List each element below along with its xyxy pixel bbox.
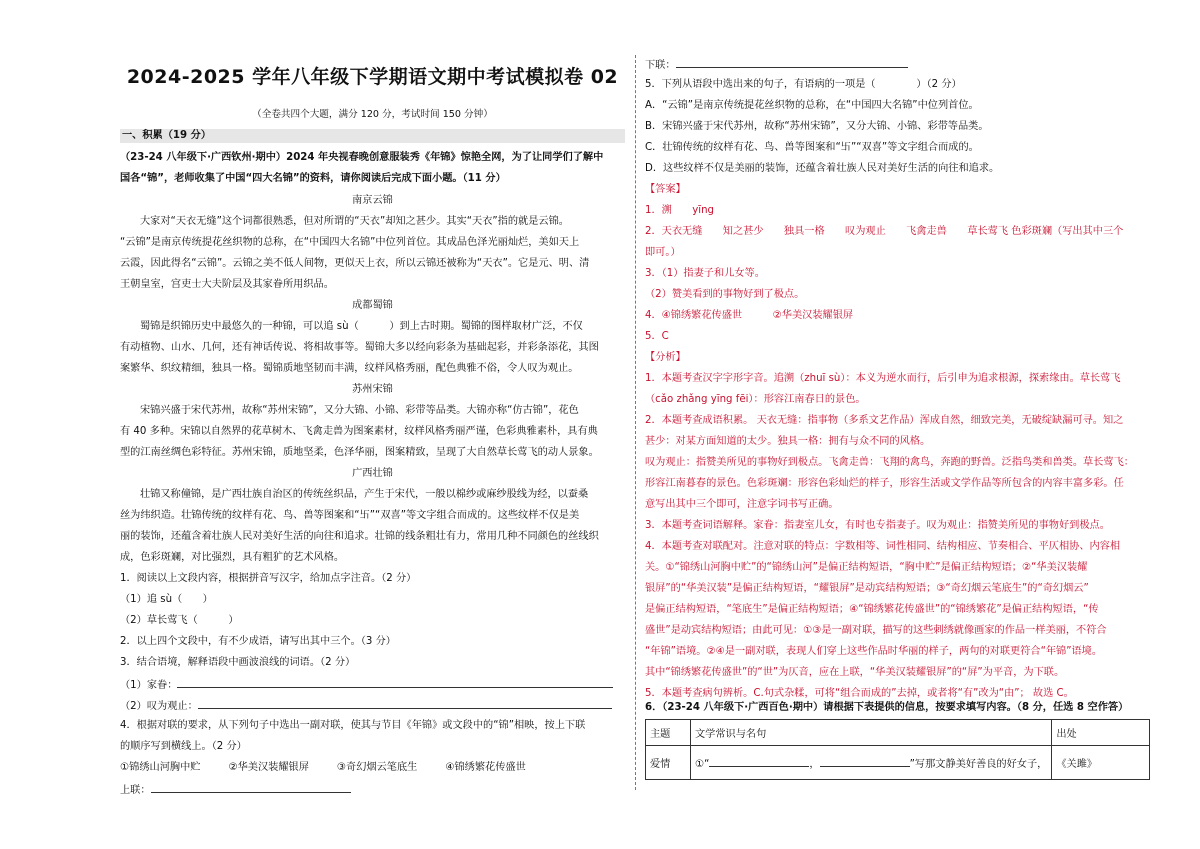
- passage-line: 壮锦又称僮锦，是广西壮族自治区的传统丝织品，产生于宋代，一般以棉纱或麻纱股线为经，以蚕桑: [140, 489, 589, 500]
- answer-blank[interactable]: [676, 57, 908, 68]
- passage-line: 蜀锦是织锦历史中最悠久的一种锦，可以追 sù（ ）到上古时期。蜀锦的图样取材广泛，不仅: [140, 321, 583, 332]
- option-a: A．“云锦”是南京传统提花丝织物的总称，在“中国四大名锦”中位列首位。: [645, 100, 979, 111]
- table-cell-source: 《关雎》: [1052, 746, 1150, 780]
- question-2: 2．以上四个文段中，有不少成语，请写出其中三个。（3 分）: [120, 636, 396, 647]
- option-b: B．宋锦兴盛于宋代苏州，故称“苏州宋锦”，又分大锦、小锦、彩带等品类。: [645, 121, 989, 132]
- passage-line: 有动植物、山水、几何，还有神话传说、将相故事等。蜀锦大多以经向彩条为基础起彩，并彩条添花，其图: [120, 342, 599, 353]
- analysis-line: 3．本题考查词语解释。家眷：指妻室儿女，有时也专指妻子。叹为观止：指赞美所见的事物好到极点。: [645, 520, 1110, 531]
- passage-line: 丝为纬织造。壮锦传统的纹样有花、鸟、兽等图案和“卐”“双喜”等文字组合而成的。这些纹样不仅是美: [120, 510, 580, 521]
- analysis-line: “年锦”语境。②④是一副对联，表现人们穿上这些作品时华丽的样子，两句的对联更符合“年锦”语境。: [645, 646, 1103, 657]
- passage-line: 云霞，因此得名“云锦”。云锦之美不低人间物，更似天上衣，所以云锦还被称为“天衣”。它是元、明、清: [120, 258, 590, 269]
- subtitle: （全卷共四个大题，满分 120 分，考试时间 150 分钟）: [252, 109, 493, 120]
- table-header: 出处: [1052, 720, 1150, 746]
- option: ④锦绣繁花传盛世: [445, 762, 526, 773]
- answer-blank[interactable]: [177, 677, 613, 688]
- answer-blank[interactable]: [198, 698, 612, 709]
- table-cell-content: [691, 746, 1052, 780]
- answer-5: 5．C: [645, 331, 669, 342]
- analysis-line: 意写出其中三个即可，注意字词书写正确。: [645, 499, 839, 510]
- question-1b: （2）草长莺飞（ ）: [120, 615, 239, 626]
- passage-heading: 广西壮锦: [352, 468, 393, 479]
- passage-line: 王朝皇室，宫吏士大夫阶层及其家眷所用织品。: [120, 279, 334, 290]
- analysis-label: 【分析】: [645, 352, 686, 363]
- question-5: 5．下列从语段中选出来的句子，有语病的一项是（ ）（2 分）: [645, 79, 962, 90]
- question-3a-label: （1）家眷：: [120, 680, 178, 691]
- passage-line: 丽的装饰，还蕴含着壮族人民对美好生活的向往和追求。壮锦的线条粗壮有力，常用几种不同颜色的丝线织: [120, 531, 599, 542]
- question-3: 3．结合语境，解释语段中画波浪线的词语。（2 分）: [120, 657, 356, 668]
- upper-couplet-label: 上联：: [120, 785, 151, 796]
- table-cell-theme: 爱情: [646, 746, 691, 780]
- answer-blank[interactable]: [151, 782, 351, 793]
- answer-blank[interactable]: [820, 756, 910, 767]
- answer-2: 即可。）: [645, 247, 681, 258]
- option: ②华美汉装耀银屏: [228, 762, 309, 773]
- passage-heading: 南京云锦: [352, 195, 393, 206]
- analysis-line: 5．本题考查病句辨析。C.句式杂糅，可将“组合而成的”去掉，或者将“有”改为“由”； 故选 C。: [645, 688, 1074, 699]
- info-table: [645, 719, 1150, 780]
- page-title: 2024-2025 学年八年级下学期语文期中考试模拟卷 02: [126, 66, 619, 88]
- intro-line: 国各“锦”，老师收集了中国“四大名锦”的资料，请你阅读后完成下面小题。（11 分）: [120, 173, 506, 184]
- section-heading: 一、积累（19 分）: [120, 129, 625, 143]
- option-d: D．这些纹样不仅是美丽的装饰，还蕴含着壮族人民对美好生活的向往和追求。: [645, 163, 1000, 174]
- question-1: 1．阅读以上文段内容，根据拼音写汉字，给加点字注音。（2 分）: [120, 573, 417, 584]
- analysis-line: 形容江南暮春的景色。色彩斑斓：形容色彩灿烂的样子，形容生活或文学作品等所包含的内容丰富多彩。任: [645, 478, 1124, 489]
- question-4: 4．根据对联的要求，从下列句子中选出一副对联，使其与节目《年锦》或文段中的“锦”相映，按上下联: [120, 720, 586, 731]
- answer-label: 【答案】: [645, 184, 686, 195]
- passage-heading: 成都蜀锦: [352, 300, 393, 311]
- answer-3a: 3．（1）指妻子和儿女等。: [645, 268, 765, 279]
- analysis-line: 1．本题考查汉字字形字音。追溯（zhuī sù）：本义为逆水而行，后引申为追求根源，探索缘由。草长莺飞: [645, 373, 1121, 384]
- upper-couplet: [120, 782, 351, 798]
- question-3a: [120, 677, 613, 693]
- cell-text: ，: [809, 759, 820, 770]
- option-c: C．壮锦传统的纹样有花、鸟、兽等图案和“卐”“双喜”等文字组合而成的。: [645, 142, 979, 153]
- passage-line: 有 40 多种。宋锦以自然界的花草树木、飞禽走兽为图案素材，纹样风格秀丽严谨，色彩典雅素朴，具有典: [120, 426, 598, 437]
- lower-couplet-label: 下联：: [645, 60, 676, 71]
- analysis-line: 关。①“锦绣山河胸中贮”的“锦绣山河”是偏正结构短语，“胸中贮”是偏正结构短语；②“华美汉装耀: [645, 562, 1088, 573]
- question-3b: [120, 698, 612, 714]
- analysis-line: 2．本题考查成语积累。 天衣无缝：指事物（多系文艺作品）浑成自然，细致完美，无破绽缺漏可寻。知之: [645, 415, 1124, 426]
- lower-couplet: [645, 57, 908, 73]
- analysis-line: （cǎo zhǎng yīng fēi）：形容江南春日的景色。: [645, 394, 866, 405]
- analysis-line: 甚少：对某方面知道的太少。独具一格：拥有与众不同的风格。: [645, 436, 931, 447]
- passage-line: 成，色彩斑斓，对比强烈，具有粗犷的艺术风格。: [120, 552, 345, 563]
- table-row: [646, 746, 1150, 780]
- cell-text: ①“: [695, 759, 710, 770]
- question-4-options: [120, 761, 526, 775]
- passage-line: 案繁华、织纹精细，独具一格。蜀锦质地坚韧而丰满，纹样风格秀丽，配色典雅不俗，令人叹为观止。: [120, 363, 579, 374]
- analysis-line: 银屏”的“华美汉装”是偏正结构短语，“耀银屏”是动宾结构短语；③“奇幻烟云笔底生”的“奇幻烟云”: [645, 583, 1089, 594]
- analysis-line: 其中“锦绣繁花传盛世”的“世”为仄音，应在上联，“华美汉装耀银屏”的“屏”为平音，为下联。: [645, 667, 1065, 678]
- analysis-line: 是偏正结构短语，“笔底生”是偏正结构短语；④“锦绣繁花传盛世”的“锦绣繁花”是偏正结构短语，“传: [645, 604, 1099, 615]
- question-6: 6．（23-24 八年级下·广西百色·期中）请根据下表提供的信息，按要求填写内容。（8 分，任选 8 空作答）: [645, 702, 1129, 713]
- answer-1: 1．溯 yīng: [645, 205, 715, 216]
- question-3b-label: （2）叹为观止：: [120, 701, 198, 712]
- passage-line: 型的江南丝绸色彩特征。苏州宋锦，质地坚柔，色泽华丽，图案精致，呈现了大自然草长莺飞的动人景象。: [120, 447, 599, 458]
- question-1a: （1）追 sù（ ）: [120, 594, 213, 605]
- analysis-line: 4．本题考查对联配对。注意对联的特点：字数相等、词性相同、结构相应、节奏相合、平仄相协、内容相: [645, 541, 1121, 552]
- column-divider: [635, 55, 636, 790]
- answer-2: 2．天衣无缝 知之甚少 独具一格 叹为观止 飞禽走兽 草长莺飞 色彩斑斓（写出其中三个: [645, 226, 1124, 237]
- passage-line: 大家对“天衣无缝”这个词都很熟悉，但对所谓的“天衣”却知之甚少。其实“天衣”指的就是云锦。: [140, 216, 569, 227]
- analysis-line: 叹为观止：指赞美所见的事物好到极点。飞禽走兽：飞翔的禽鸟，奔跑的野兽。泛指鸟类和兽类。草长莺飞：: [645, 457, 1134, 468]
- table-header: 文学常识与名句: [691, 720, 1052, 746]
- answer-4: 4．④锦绣繁花传盛世 ②华美汉装耀银屏: [645, 310, 854, 321]
- option: ①锦绣山河胸中贮: [120, 762, 201, 773]
- passage-heading: 苏州宋锦: [352, 384, 393, 395]
- answer-3b: （2）赞美看到的事物好到了极点。: [645, 289, 805, 300]
- cell-text: ”写那文静美好善良的好女子，: [909, 759, 1048, 770]
- question-4: 的顺序写到横线上。（2 分）: [120, 741, 247, 752]
- option: ③奇幻烟云笔底生: [336, 762, 418, 773]
- passage-line: 宋锦兴盛于宋代苏州，故称“苏州宋锦”，又分大锦、小锦、彩带等品类。大锦亦称“仿古锦”，花色: [140, 405, 579, 416]
- answer-blank[interactable]: [709, 756, 809, 767]
- intro-line: （23-24 八年级下·广西钦州·期中）2024 年央视春晚创意服装秀《年锦》惊艳全网，为了让同学们了解中: [120, 152, 604, 163]
- analysis-line: 盛世”是动宾结构短语；由此可见：①③是一副对联，描写的这些刺绣就像画家的作品一样美丽，不符合: [645, 625, 1107, 636]
- table-header: 主题: [646, 720, 691, 746]
- table-header-row: [646, 720, 1150, 746]
- passage-line: “云锦”是南京传统提花丝织物的总称，在“中国四大名锦”中位列首位。其成品色泽光丽灿烂，美如天上: [120, 237, 580, 248]
